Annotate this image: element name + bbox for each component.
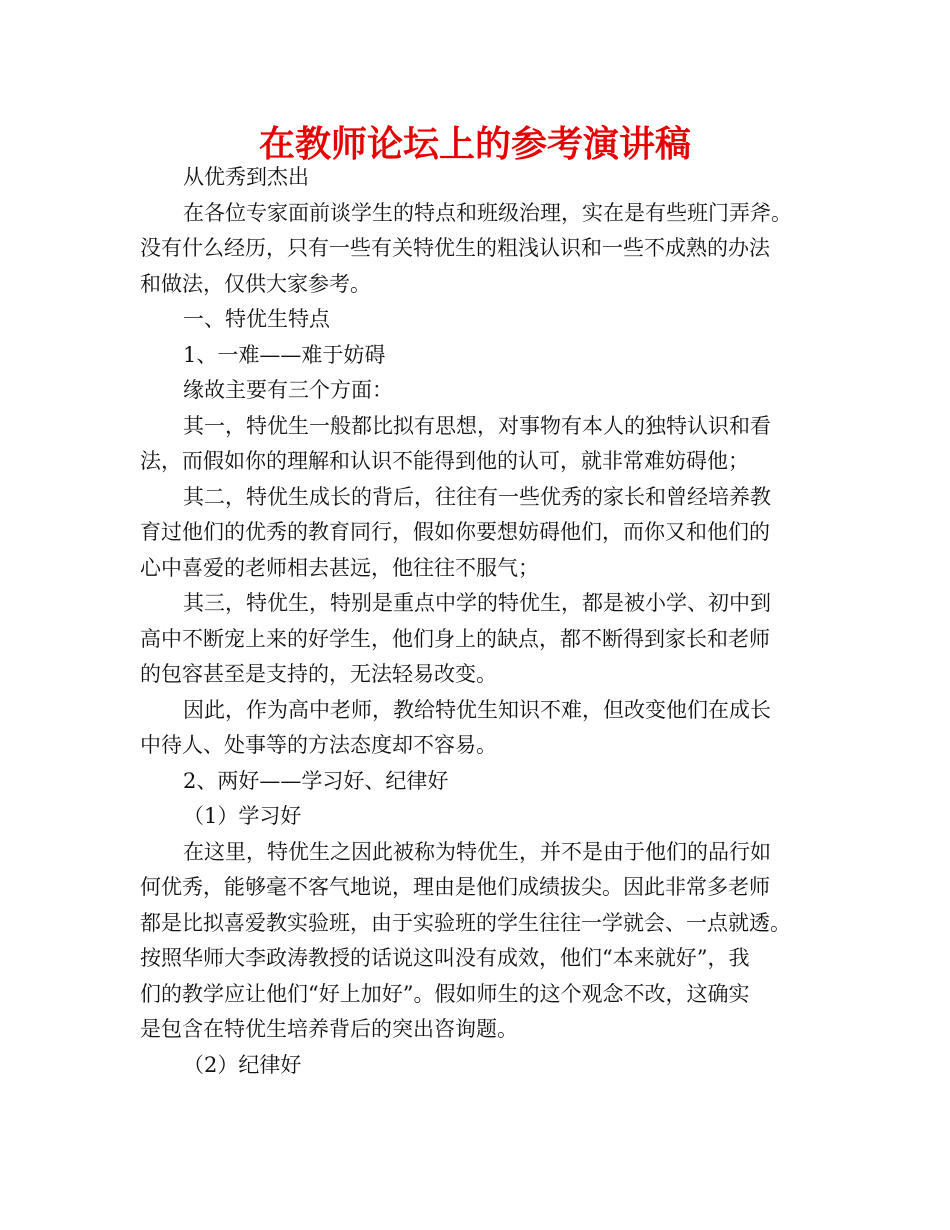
- paragraph-line: 其二，特优生成长的背后，往往有一些优秀的家长和曾经培养教: [183, 484, 771, 509]
- paragraph-line: 和做法，仅供大家参考。: [140, 271, 371, 296]
- paragraph-line: 育过他们的优秀的教育同行，假如你要想妨碍他们，而你又和他们的: [140, 520, 770, 544]
- paragraph-line: 在这里，特优生之因此被称为特优生，并不是由于他们的品行如: [183, 839, 771, 864]
- paragraph-line: 高中不断宠上来的好学生，他们身上的缺点，都不断得到家长和老师: [140, 626, 770, 651]
- paragraph-line: 法，而假如你的理解和认识不能得到他的认可，就非常难妨碍他；: [140, 449, 749, 473]
- document-title: 在教师论坛上的参考演讲稿: [258, 124, 691, 165]
- paragraph-line: 一、特优生特点: [183, 307, 330, 331]
- paragraph-line: 何优秀，能够毫不客气地说，理由是他们成绩拔尖。因此非常多老师: [140, 875, 770, 899]
- paragraph: [140, 409, 830, 480]
- paragraph-line: 心中喜爱的老师相去甚远，他往往不服气；: [140, 555, 539, 580]
- paragraph: [140, 586, 830, 693]
- paragraph-line: 们的教学应让他们“好上加好”。假如师生的这个观念不改，这确实: [140, 981, 750, 1006]
- paragraph-line: 按照华师大李政涛教授的话说这叫没有成效，他们“本来就好”，我: [140, 946, 750, 970]
- paragraph-line: （2）纪律好: [183, 1052, 302, 1077]
- paragraph-line: 从优秀到杰出: [183, 165, 309, 189]
- document-body: [140, 160, 830, 1083]
- paragraph-line: 2、两好——学习好、纪律好: [183, 768, 449, 793]
- paragraph-line: 中待人、处事等的方法态度却不容易。: [140, 733, 497, 757]
- paragraph-line: 都是比拟喜爱教实验班，由于实验班的学生往往一学就会、一点就透。: [140, 910, 791, 935]
- paragraph-line: 没有什么经历，只有一些有关特优生的粗浅认识和一些不成熟的办法: [140, 236, 770, 260]
- paragraph: [140, 693, 830, 764]
- paragraph-line: 在各位专家面前谈学生的特点和班级治理，实在是有些班门弄斧。: [183, 200, 792, 225]
- paragraph: [140, 373, 830, 409]
- paragraph-line: 其一，特优生一般都比拟有思想，对事物有本人的独特认识和看: [183, 413, 771, 438]
- paragraph-line: 的包容甚至是支持的，无法轻易改变。: [140, 662, 497, 686]
- paragraph: [140, 799, 830, 835]
- paragraph: [140, 196, 830, 303]
- paragraph-line: 是包含在特优生培养背后的突出咨询题。: [140, 1017, 518, 1041]
- paragraph-line: 因此，作为高中老师，教给特优生知识不难，但改变他们在成长: [183, 697, 771, 722]
- paragraph-line: （1）学习好: [183, 804, 302, 828]
- paragraph: [140, 338, 830, 374]
- paragraph-line: 缘故主要有三个方面：: [183, 378, 393, 402]
- paragraph: [140, 302, 830, 338]
- paragraph: [140, 1048, 830, 1084]
- paragraph-line: 其三，特优生，特别是重点中学的特优生，都是被小学、初中到: [183, 591, 771, 615]
- paragraph: [140, 764, 830, 800]
- paragraph: [140, 160, 830, 196]
- paragraph: [140, 835, 830, 1048]
- paragraph-line: 1、一难——难于妨碍: [183, 342, 386, 367]
- paragraph: [140, 480, 830, 587]
